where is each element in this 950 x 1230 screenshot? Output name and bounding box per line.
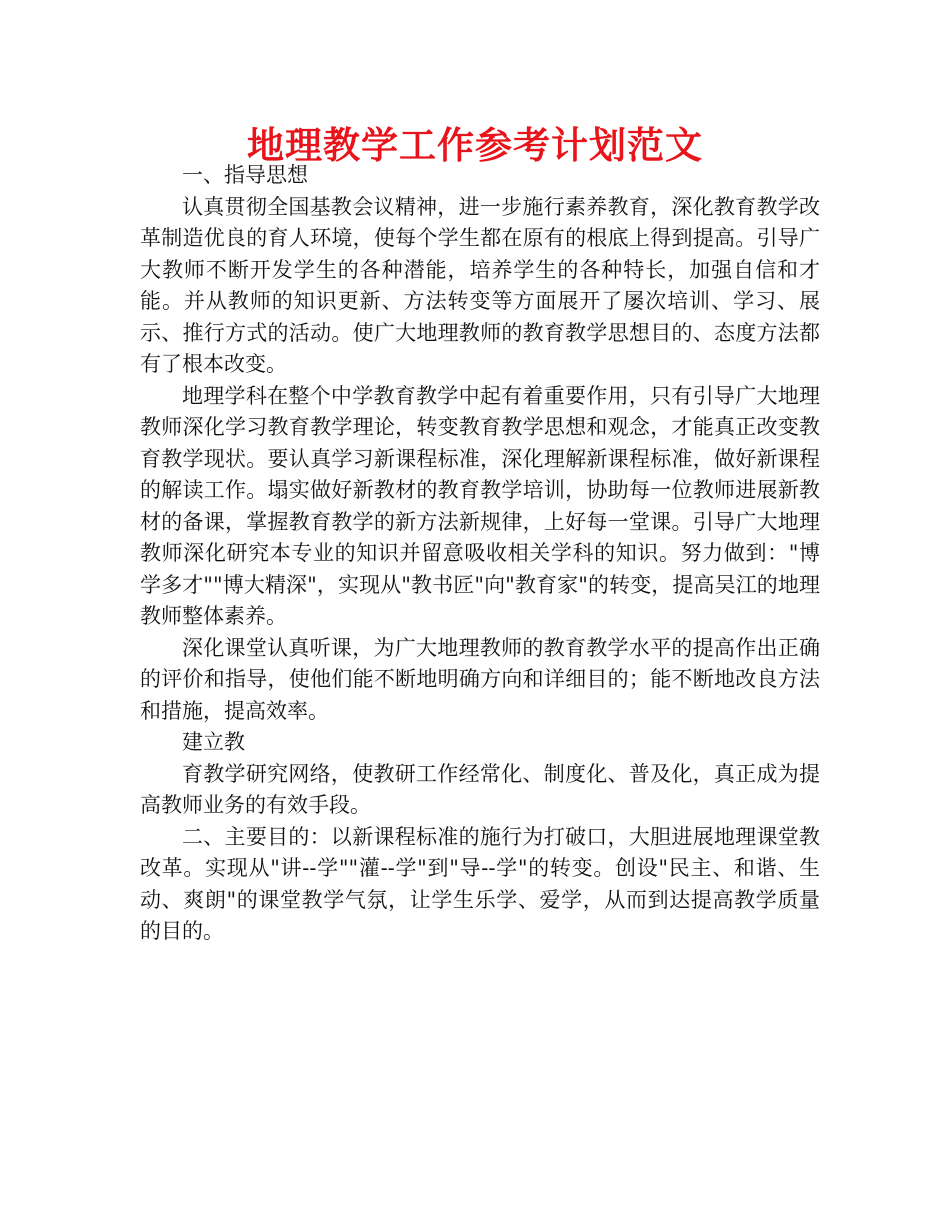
heading-guiding-ideology: 一、指导思想	[182, 163, 308, 187]
paragraph: 地理学科在整个中学教育教学中起有着重要作用，只有引导广大地理教师深化学习教育教学理论，转变教育教学思想和观念，才能真正改变教育教学现状。要认真学习新课程标准，深化理解新课程标准，做好新课程的解读工作。塌实做好新教材的教育教学培训，协助每一位教师进展新教材的备课，掌握教育教学的新方法新规律，上好每一堂课。引导广大地理教师深化研究本专业的知识并留意吸收相关学科的知识。努力做到："博学多才""博大精深"，实现从"教书匠"向"教育家"的转变，提高吴江的地理教师整体素养。	[140, 383, 820, 628]
paragraph: 育教学研究网络，使教研工作经常化、制度化、普及化，真正成为提高教师业务的有效手段。	[140, 761, 820, 817]
paragraph: 二、主要目的：以新课程标准的施行为打破口，大胆进展地理课堂教改革。实现从"讲--学""灌--学"到"导--学"的转变。创设"民主、和谐、生动、爽朗"的课堂教学气氛，让学生乐学、爱学，从而到达提高教学质量的目的。	[140, 824, 820, 943]
paragraph: 深化课堂认真听课，为广大地理教师的教育教学水平的提高作出正确的评价和指导，使他们能不断地明确方向和详细目的；能不断地改良方法和措施，提高效率。	[140, 635, 820, 723]
paragraph: 建立教	[182, 730, 245, 754]
document-body	[140, 160, 820, 948]
document-title: 地理教学工作参考计划范文	[247, 123, 703, 167]
paragraph: 认真贯彻全国基教会议精神，进一步施行素养教育，深化教育教学改革制造优良的育人环境，使每个学生都在原有的根底上得到提高。引导广大教师不断开发学生的各种潜能，培养学生的各种特长，加强自信和才能。并从教师的知识更新、方法转变等方面展开了屡次培训、学习、展示、推行方式的活动。使广大地理教师的教育教学思想目的、态度方法都有了根本改变。	[140, 194, 820, 376]
